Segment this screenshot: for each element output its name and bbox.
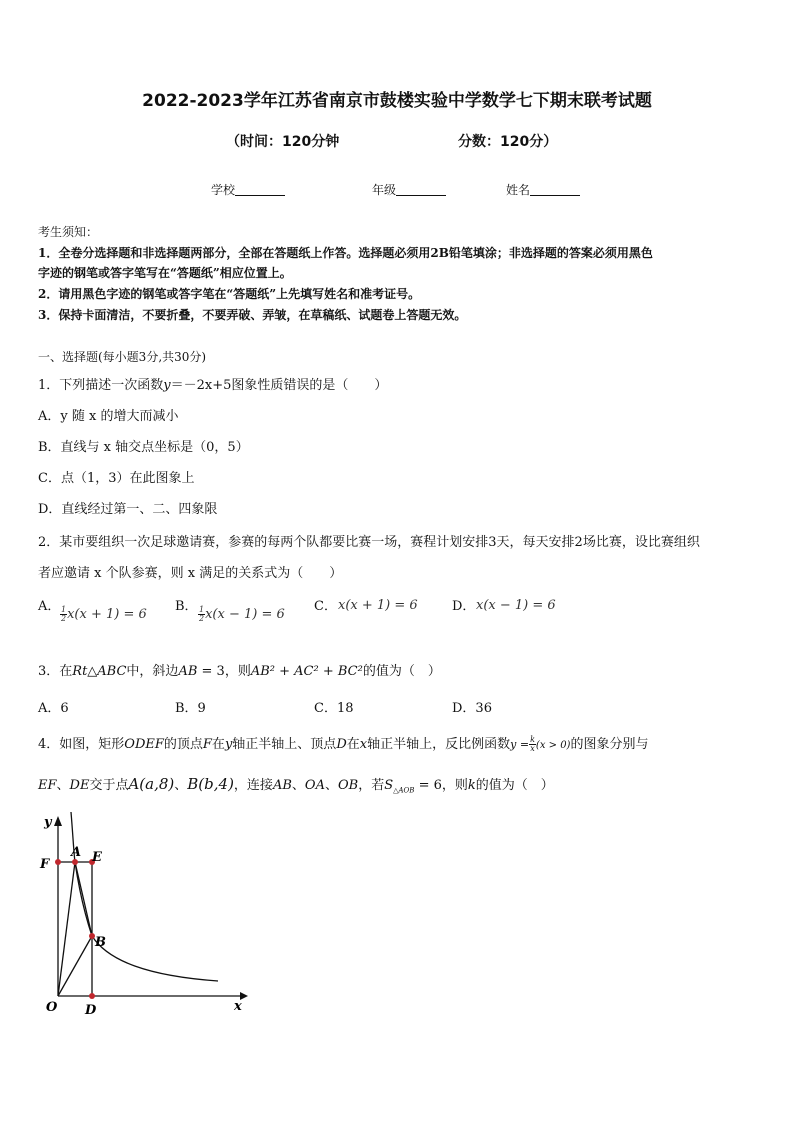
q2-stem-line2: 者应邀请 x 个队参赛，则 x 满足的关系式为（ ）: [38, 566, 343, 581]
q3-option-a: A．6: [38, 701, 69, 716]
label-D: D: [85, 1003, 97, 1018]
q2-option-c-expr: x(x + 1) = 6: [338, 598, 418, 613]
q2-option-a-label: A．: [38, 599, 61, 614]
q1-option-d: D．直线经过第一、二、四象限: [38, 502, 218, 517]
name-field: [506, 181, 580, 198]
label-F: F: [40, 857, 50, 872]
q2-option-c-label: C．: [314, 599, 337, 614]
q1-stem-y: y: [163, 378, 171, 393]
name-blank: [530, 183, 580, 196]
q4-stem-line2: EF、DE交于点A(a,8)、B(b,4)，连接AB、OA、OB，若$S_{\triangle AOB} = 6$，则k的值为（ ）: [38, 775, 554, 795]
q1-stem: [38, 374, 387, 393]
name-label: 姓名: [506, 183, 531, 197]
notice-item-3: 3．保持卡面清洁，不要折叠，不要弄破、弄皱，在草稿纸、试题卷上答题无效。: [38, 308, 467, 322]
notice-item-1a: 1．全卷分选择题和非选择题两部分，全部在答题纸上作答。选择题必须用2B铅笔填涂；非选择题的答案必须用黑色: [38, 246, 653, 260]
notice-heading: 考生须知：: [38, 225, 99, 239]
q1-stem-text: 1．下列描述一次函数: [38, 378, 164, 393]
exam-score: 分数：120分）: [458, 134, 558, 150]
label-y: y: [44, 815, 52, 830]
grade-blank: [396, 183, 446, 196]
hyperbola-curve: [71, 812, 218, 981]
label-x: x: [234, 999, 242, 1014]
k-over-x-fraction: $\frac{k}{x}$: [530, 735, 535, 753]
half-fraction: $\frac{1}{2}$: [61, 605, 67, 623]
q1-option-b: B．直线与 x 轴交点坐标是（0，5）: [38, 440, 249, 455]
segment-OA: [58, 862, 75, 996]
school-blank: [235, 183, 285, 196]
q2-option-b-label: B．: [175, 599, 198, 614]
label-E: E: [92, 850, 102, 865]
school-field: [211, 181, 285, 198]
y-axis-arrow: [54, 816, 62, 826]
q1-option-c: C．点（1，3）在此图象上: [38, 471, 195, 486]
half-fraction: $\frac{1}{2}$: [199, 605, 205, 623]
grade-field: [372, 181, 446, 198]
q2-option-b-expr: $\frac{1}{2}$ x(x − 1) = 6: [199, 605, 285, 623]
q1-stem-text-2: ＝－2x+5图象性质错误的是（ ）: [170, 378, 388, 393]
label-O: O: [46, 1000, 58, 1015]
q1-option-a: A．y 随 x 的增大而减小: [38, 409, 179, 424]
q3-stem: 3．在Rt△ABC中，斜边AB = 3，则AB² + AC² + BC²的值为（ ）: [38, 664, 441, 679]
q2-stem-line1: 2．某市要组织一次足球邀请赛，参赛的每两个队都要比赛一场，赛程计划安排3天，每天安排2场比赛，设比赛组织: [38, 535, 700, 550]
label-B: B: [95, 935, 106, 950]
q3-expression: AB² + AC² + BC²: [250, 664, 363, 679]
grade-label: 年级: [372, 183, 397, 197]
q4-figure: [28, 806, 258, 1026]
point-D: [89, 993, 95, 999]
q3-option-b: B．9: [175, 701, 206, 716]
notice-item-2: 2．请用黑色字迹的钢笔或答字笔在“答题纸”上先填写姓名和准考证号。: [38, 287, 421, 301]
point-F: [55, 859, 61, 865]
exam-time: （时间：120分钟: [226, 134, 340, 150]
q4-stem-line1: 4．如图，矩形ODEF的顶点F在y轴正半轴上、顶点D在x轴正半轴上，反比例函数y = $\frac{k}{x}$ (x > 0)的图象分别与: [38, 735, 649, 753]
segment-OB: [58, 936, 92, 996]
page-title: 2022-2023学年江苏省南京市鼓楼实验中学数学七下期末联考试题: [142, 91, 652, 111]
segment-AB: [75, 862, 92, 936]
q3-option-c: C．18: [314, 701, 354, 716]
q2-option-d-expr: x(x − 1) = 6: [476, 598, 556, 613]
q3-triangle: Rt△ABC: [72, 664, 127, 679]
section-heading: 一、选择题(每小题3分,共30分): [38, 350, 207, 364]
label-A: A: [71, 845, 82, 860]
q2-option-a-expr: $\frac{1}{2}$ x(x + 1) = 6: [61, 605, 147, 623]
q2-option-d-label: D．: [452, 599, 476, 614]
q3-option-d: D．36: [452, 701, 492, 716]
school-label: 学校: [211, 183, 236, 197]
notice-item-1b: 字迹的钢笔或答字笔写在“答题纸”相应位置上。: [38, 266, 292, 280]
